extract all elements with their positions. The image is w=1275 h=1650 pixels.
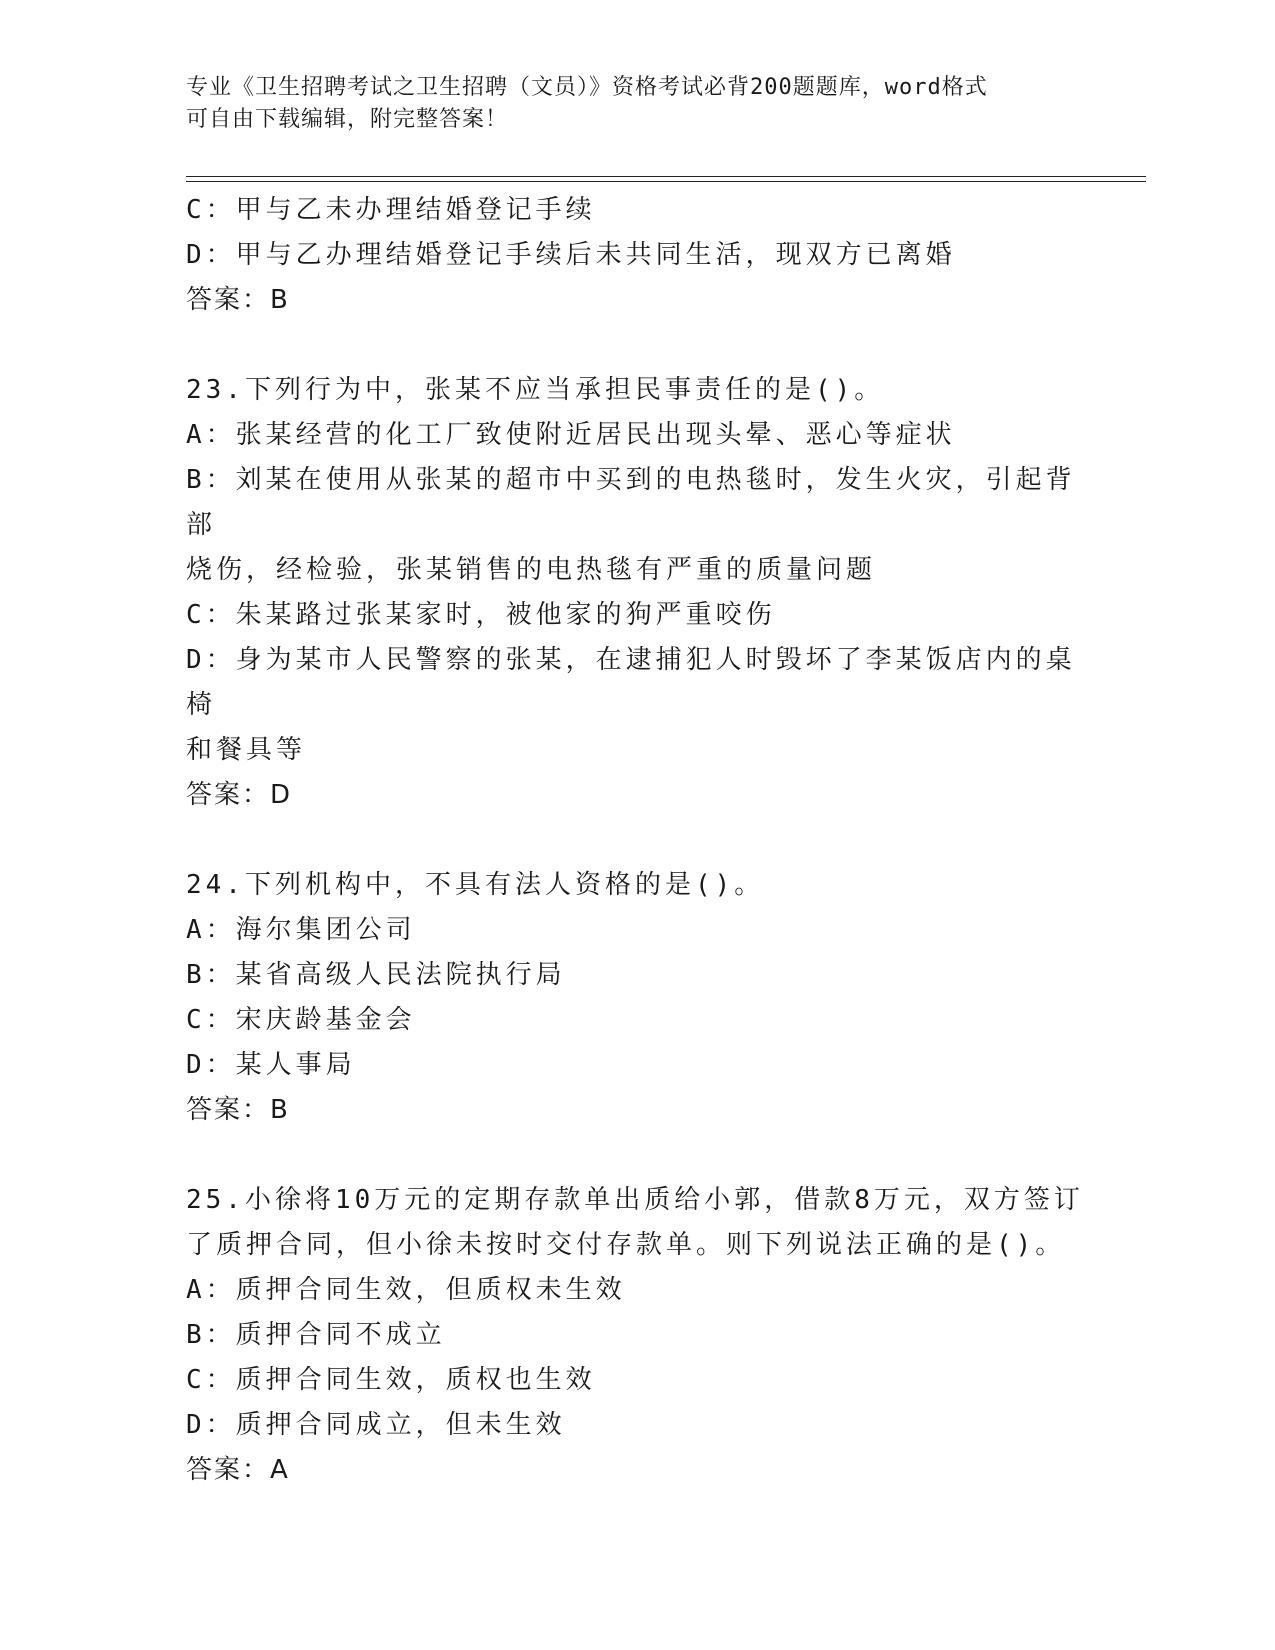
- question-list: [186, 188, 1086, 1493]
- option-d: D：质押合同成立，但未生效: [186, 1410, 566, 1440]
- spacer: [186, 1133, 1086, 1178]
- option-a: A：海尔集团公司: [186, 915, 416, 945]
- header-divider-top: [186, 176, 1146, 177]
- question-stem: 24.下列机构中，不具有法人资格的是()。: [186, 870, 765, 900]
- spacer: [186, 818, 1086, 863]
- option-a: A：质押合同生效，但质权未生效: [186, 1275, 626, 1305]
- option-c: C：质押合同生效，质权也生效: [186, 1365, 596, 1395]
- answer-line: 答案：D: [186, 780, 293, 810]
- option-d: D：甲与乙办理结婚登记手续后未共同生活，现双方已离婚: [186, 240, 956, 270]
- answer-line: 答案：B: [186, 285, 290, 315]
- spacer: [186, 323, 1086, 368]
- option-d-line-1: D：身为某市人民警察的张某，在逮捕犯人时毁坏了李某饭店内的桌椅: [186, 645, 1076, 720]
- question-block-24: [186, 863, 1086, 1133]
- option-d-line-2: 和餐具等: [186, 735, 307, 765]
- question-block-23: [186, 368, 1086, 818]
- header-divider-bottom: [186, 181, 1146, 182]
- option-b-line-2: 烧伤，经检验，张某销售的电热毯有严重的质量问题: [186, 555, 877, 585]
- option-c: C：宋庆龄基金会: [186, 1005, 416, 1035]
- option-c: C：朱某路过张某家时，被他家的狗严重咬伤: [186, 600, 776, 630]
- question-block-25: [186, 1178, 1086, 1493]
- option-b: B：质押合同不成立: [186, 1320, 446, 1350]
- option-c: C：甲与乙未办理结婚登记手续: [186, 195, 596, 225]
- option-a: A：张某经营的化工厂致使附近居民出现头晕、恶心等症状: [186, 420, 956, 450]
- header-title-line-1: 专业《卫生招聘考试之卫生招聘（文员）》资格考试必背200题题库，word格式: [186, 75, 988, 100]
- option-b: B：某省高级人民法院执行局: [186, 960, 566, 990]
- header-title-line-2: 可自由下载编辑，附完整答案！: [186, 107, 509, 132]
- question-stem: 23.下列行为中，张某不应当承担民事责任的是()。: [186, 375, 885, 405]
- option-d: D：某人事局: [186, 1050, 356, 1080]
- question-block-22: [186, 188, 1086, 323]
- option-b-line-1: B：刘某在使用从张某的超市中买到的电热毯时，发生火灾，引起背部: [186, 465, 1076, 540]
- answer-line: 答案：B: [186, 1095, 290, 1125]
- answer-line: 答案：A: [186, 1455, 290, 1485]
- document-header: [186, 72, 1086, 136]
- question-stem-line-1: 25.小徐将10万元的定期存款单出质给小郭，借款8万元，双方签订: [186, 1185, 1084, 1215]
- question-stem-line-2: 了质押合同，但小徐未按时交付存款单。则下列说法正确的是()。: [186, 1230, 1066, 1260]
